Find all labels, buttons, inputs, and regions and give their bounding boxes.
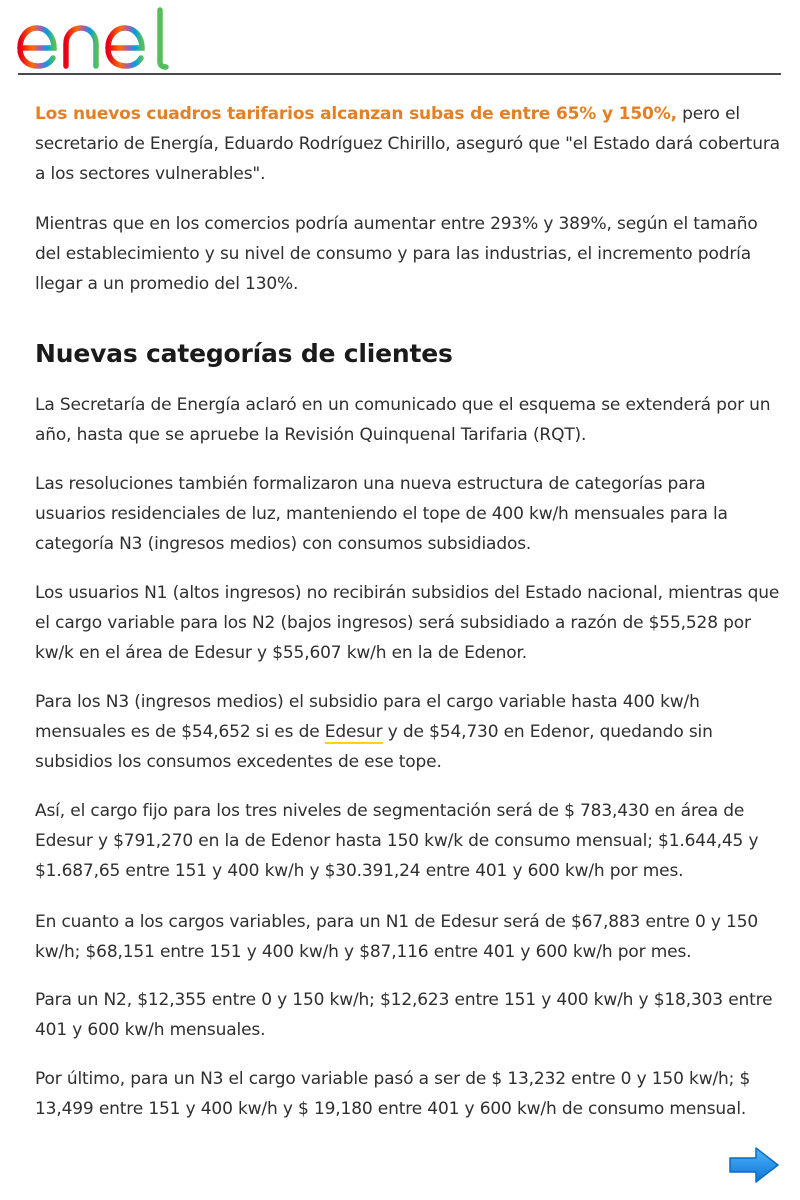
n3-text-after: y de $54,730 en Edenor, quedando sin subsidios los consumos excedentes de ese tope. [35, 722, 713, 772]
variables-n1-paragraph: En cuanto a los cargos variables, para un N1 de Edesur será de $67,883 entre 0 y 150 kw/h; $68,151 entre 151 y 400 kw/h y $87,116 entre 401 y 600 kw/h por mes. [35, 912, 759, 962]
enel-logo[interactable] [14, 6, 184, 72]
cargo-fijo-paragraph: Así, el cargo fijo para los tres niveles de segmentación será de $ 783,430 en área de Edesur y $791,270 en la de Edenor hasta 150 kw/k de consumo mensual; $1.644,45 y $1.687,65 entre 151 y 400 kw/h y $30.391,24 entre 401 y 600 kw/h por mes. [35, 801, 759, 881]
ultimo-paragraph: Por último, para un N3 el cargo variable pasó a ser de $ 13,232 entre 0 y 150 kw/h; $ 13,499 entre 151 y 400 kw/h y $ 19,180 entre 401 y 600 kw/h de consumo mensual. [35, 1069, 751, 1119]
n3-paragraph [35, 687, 780, 777]
header-divider [18, 73, 781, 75]
next-page-button[interactable] [728, 1146, 780, 1184]
edesur-link[interactable]: Edesur [324, 722, 383, 742]
enel-logo-graphic [14, 6, 184, 72]
intro-highlight: Los nuevos cuadros tarifarios alcanzan subas de entre 65% y 150%, [35, 104, 677, 124]
comercios-paragraph: Mientras que en los comercios podría aumentar entre 293% y 389%, según el tamaño del establecimiento y su nivel de consumo y para las industrias, el incremento podría llegar a un promedio del 130%. [35, 214, 758, 294]
article-body [35, 99, 780, 1124]
section-heading: Nuevas categorías de clientes [35, 339, 453, 368]
n3-text-before: Para los N3 (ingresos medios) el subsidio para el cargo variable hasta 400 kw/h mensuales es de $54,652 si es de [35, 692, 700, 742]
secretaria-paragraph: La Secretaría de Energía aclaró en un comunicado que el esquema se extenderá por un año, hasta que se apruebe la Revisión Quinquenal Tarifaria (RQT). [35, 395, 771, 445]
intro-rest: pero el secretario de Energía, Eduardo Rodríguez Chirillo, aseguró que "el Estado dará cobertura a los sectores vulnerables". [35, 104, 780, 184]
n2-paragraph: Para un N2, $12,355 entre 0 y 150 kw/h; $12,623 entre 151 y 400 kw/h y $18,303 entre 401 y 600 kw/h mensuales. [35, 990, 773, 1040]
n1-paragraph: Los usuarios N1 (altos ingresos) no recibirán subsidios del Estado nacional, mientras que el cargo variable para los N2 (bajos ingresos) será subsidiado a razón de $55,528 por kw/k en el área de Edesur y $55,607 kw/h en la de Edenor. [35, 583, 780, 663]
right-arrow-icon [728, 1146, 780, 1184]
resoluciones-paragraph: Las resoluciones también formalizaron una nueva estructura de categorías para usuarios residenciales de luz, manteniendo el tope de 400 kw/h mensuales para la categoría N3 (ingresos medios) con consumos subsidiados. [35, 474, 728, 554]
intro-paragraph [35, 99, 780, 189]
